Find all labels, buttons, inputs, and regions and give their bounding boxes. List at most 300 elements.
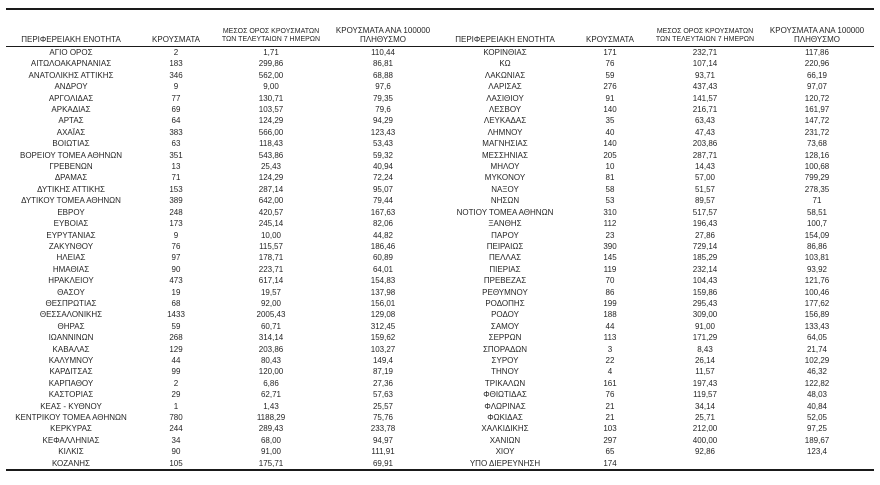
table-row (6, 252, 440, 263)
avg7-cell: 91,00 (694, 321, 716, 331)
header-per100k: ΚΡΟΥΣΜΑΤΑ ΑΝΑ 100000 ΠΛΗΘΥΣΜΟ (760, 10, 874, 47)
cases-cell: 346 (169, 70, 183, 80)
region-cell: ΚΑΒΑΛΑΣ (52, 344, 90, 354)
region-cell: ΦΛΩΡΙΝΑΣ (484, 401, 526, 411)
region-cell: ΦΘΙΩΤΙΔΑΣ (483, 390, 527, 400)
cases-cell: 3 (607, 344, 613, 354)
region-cell: ΠΡΕΒΕΖΑΣ (483, 276, 527, 286)
per100k-cell: 161,97 (804, 105, 830, 115)
avg7-cell: 295,43 (692, 298, 718, 308)
per100k-cell: 100,46 (804, 287, 830, 297)
cases-cell: 113 (603, 333, 617, 343)
avg7-cell: 51,57 (694, 184, 716, 194)
table-row (6, 230, 440, 241)
table-row (6, 161, 440, 172)
cases-cell: 63 (171, 139, 181, 149)
table-row (6, 93, 440, 104)
per100k-cell: 100,68 (804, 162, 830, 172)
per100k-cell: 57,63 (372, 390, 394, 400)
per100k-cell: 799,29 (804, 173, 830, 183)
region-cell: ΑΓΙΟ ΟΡΟΣ (49, 48, 93, 57)
table-row (440, 309, 874, 320)
table-row (440, 127, 874, 138)
region-cell: ΣΑΜΟΥ (490, 321, 520, 331)
table-row (6, 104, 440, 115)
per100k-cell: 44,82 (372, 230, 394, 240)
per100k-cell: 156,89 (804, 310, 830, 320)
per100k-cell: 159,62 (370, 333, 396, 343)
avg7-cell: 729,14 (692, 241, 718, 251)
header-avg7: ΜΕΣΟΣ ΟΡΟΣ ΚΡΟΥΣΜΑΤΩΝ ΤΩΝ ΤΕΛΕΥΤΑΙΩΝ 7 ΗΜΕΡΩΝ (216, 10, 326, 47)
avg7-cell (650, 458, 760, 469)
avg7-cell: 124,29 (258, 116, 284, 126)
cases-cell: 112 (603, 219, 617, 229)
avg7-cell: 93,71 (694, 70, 716, 80)
per100k-cell: 94,97 (372, 435, 394, 445)
avg7-cell: 289,43 (258, 424, 284, 434)
per100k-cell: 278,35 (804, 184, 830, 194)
table-row (440, 184, 874, 195)
cases-cell: 276 (603, 82, 617, 92)
region-cell: ΠΕΙΡΑΙΩΣ (486, 241, 524, 251)
avg7-cell: 63,43 (694, 116, 716, 126)
avg7-cell: 92,00 (260, 298, 282, 308)
per100k-cell: 149,4 (372, 355, 394, 365)
region-cell: ΞΑΝΘΗΣ (488, 219, 522, 229)
region-cell: ΛΗΜΝΟΥ (487, 127, 523, 137)
bottom-border-line (6, 469, 874, 471)
avg7-cell: 9,00 (263, 82, 279, 92)
per100k-cell: 40,94 (372, 162, 394, 172)
table-row (6, 264, 440, 275)
cases-cell: 199 (603, 298, 617, 308)
avg7-cell: 232,71 (692, 48, 718, 57)
cases-table-left (6, 10, 440, 469)
avg7-cell: 400,00 (692, 435, 718, 445)
table-row (440, 58, 874, 69)
per100k-cell: 231,72 (804, 127, 830, 137)
table-row (6, 298, 440, 309)
region-cell: ΜΥΚΟΝΟΥ (484, 173, 526, 183)
region-cell: ΝΟΤΙΟΥ ΤΟΜΕΑ ΑΘΗΝΩΝ (456, 207, 554, 217)
table-row (440, 423, 874, 434)
cases-cell: 35 (605, 116, 615, 126)
avg7-cell: 25,43 (260, 162, 282, 172)
avg7-cell: 68,00 (260, 435, 282, 445)
avg7-cell: 103,57 (258, 105, 284, 115)
avg7-cell: 104,43 (692, 276, 718, 286)
per100k-cell: 123,43 (370, 127, 396, 137)
table-row (6, 389, 440, 400)
header-region: ΠΕΡΙΦΕΡΕΙΑΚΗ ΕΝΟΤΗΤΑ (440, 10, 570, 47)
table-body-right (440, 47, 874, 470)
cases-cell: 173 (169, 219, 183, 229)
region-cell: ΛΑΚΩΝΙΑΣ (484, 70, 526, 80)
per100k-cell: 177,62 (804, 298, 830, 308)
region-cell: ΚΑΡΔΙΤΣΑΣ (49, 367, 93, 377)
avg7-cell: 299,86 (258, 59, 284, 69)
per100k-cell: 220,96 (804, 59, 830, 69)
avg7-cell: 245,14 (258, 219, 284, 229)
table-row (6, 366, 440, 377)
cases-cell: 390 (603, 241, 617, 251)
per100k-cell: 103,81 (804, 253, 830, 263)
per100k-cell: 71 (812, 196, 822, 206)
per100k-cell: 97,6 (375, 82, 391, 92)
table-row (440, 366, 874, 377)
table-row (440, 298, 874, 309)
region-cell: ΧΑΝΙΩΝ (489, 435, 521, 445)
cases-cell: 171 (603, 48, 617, 57)
avg7-cell: 115,57 (259, 241, 283, 251)
table-row (440, 446, 874, 457)
avg7-cell: 517,57 (692, 207, 718, 217)
region-cell: ΘΕΣΠΡΩΤΙΑΣ (45, 298, 97, 308)
region-cell: ΗΡΑΚΛΕΙΟΥ (48, 276, 94, 286)
cases-cell: 248 (169, 207, 183, 217)
region-cell: ΔΥΤΙΚΗΣ ΑΤΤΙΚΗΣ (37, 184, 105, 194)
avg7-cell: 47,43 (694, 127, 716, 137)
cases-cell: 351 (169, 150, 183, 160)
region-cell: ΛΕΣΒΟΥ (488, 105, 522, 115)
cases-cell: 2 (173, 378, 179, 388)
region-cell: ΜΗΛΟΥ (490, 162, 520, 172)
avg7-cell: 14,43 (694, 162, 716, 172)
avg7-cell: 130,71 (258, 93, 284, 103)
per100k-cell: 117,86 (805, 48, 829, 57)
cases-cell: 23 (605, 230, 615, 240)
avg7-cell: 80,43 (260, 355, 282, 365)
per100k-cell: 186,46 (370, 241, 396, 251)
avg7-cell: 118,43 (259, 139, 283, 149)
region-cell: ΚΕΦΑΛΛΗΝΙΑΣ (42, 435, 100, 445)
table-row (440, 252, 874, 263)
per100k-cell: 69,91 (372, 458, 394, 468)
cases-cell: 103 (603, 424, 617, 434)
table-row (440, 47, 874, 59)
per100k-cell: 68,88 (372, 70, 394, 80)
cases-cell: 473 (169, 276, 183, 286)
per100k-cell: 111,91 (371, 447, 395, 457)
avg7-cell: 141,57 (692, 93, 718, 103)
avg7-cell: 203,86 (692, 139, 718, 149)
table-row (6, 70, 440, 81)
table-row (6, 344, 440, 355)
table-row (6, 378, 440, 389)
cases-cell: 97 (171, 253, 181, 263)
cases-cell: 64 (171, 116, 181, 126)
region-cell: ΗΜΑΘΙΑΣ (52, 264, 90, 274)
region-cell: ΚΩ (499, 59, 511, 69)
header-region: ΠΕΡΙΦΕΡΕΙΑΚΗ ΕΝΟΤΗΤΑ (6, 10, 136, 47)
region-cell: ΠΕΛΛΑΣ (488, 253, 522, 263)
region-cell: ΑΝΔΡΟΥ (54, 82, 88, 92)
avg7-cell: 120,00 (258, 367, 284, 377)
avg7-cell: 314,14 (258, 333, 284, 343)
per100k-cell: 82,06 (372, 219, 394, 229)
avg7-cell: 1,71 (263, 48, 279, 57)
avg7-cell: 420,57 (258, 207, 284, 217)
avg7-cell: 159,86 (692, 287, 718, 297)
per100k-cell: 97,25 (806, 424, 828, 434)
table-row (440, 81, 874, 92)
avg7-cell: 437,43 (692, 82, 718, 92)
per100k-cell: 75,76 (372, 413, 394, 422)
table-row (440, 93, 874, 104)
table-row (6, 184, 440, 195)
region-cell: ΚΟΡΙΝΘΙΑΣ (483, 48, 527, 57)
avg7-cell: 8,43 (697, 344, 713, 354)
cases-cell: 205 (603, 150, 617, 160)
table-row (440, 161, 874, 172)
cases-cell: 65 (605, 447, 615, 457)
header-avg7: ΜΕΣΟΣ ΟΡΟΣ ΚΡΟΥΣΜΑΤΩΝ ΤΩΝ ΤΕΛΕΥΤΑΙΩΝ 7 ΗΜΕΡΩΝ (650, 10, 760, 47)
table-row (6, 150, 440, 161)
cases-cell: 4 (607, 367, 613, 377)
table-halves (6, 10, 874, 469)
table-row (6, 195, 440, 206)
cases-cell: 59 (605, 70, 615, 80)
cases-cell: 9 (173, 82, 179, 92)
per100k-cell: 122,82 (804, 378, 830, 388)
cases-cell: 21 (605, 401, 615, 411)
region-cell: ΒΟΡΕΙΟΥ ΤΟΜΕΑ ΑΘΗΝΩΝ (19, 150, 123, 160)
per100k-cell: 58,51 (806, 207, 828, 217)
region-cell: ΑΡΤΑΣ (58, 116, 84, 126)
table-row (6, 47, 440, 59)
table-row (6, 355, 440, 366)
per100k-cell: 59,32 (372, 150, 394, 160)
per100k-cell: 86,86 (806, 241, 828, 251)
cases-cell: 244 (169, 424, 183, 434)
table-row (440, 332, 874, 343)
avg7-cell: 617,14 (258, 276, 284, 286)
cases-cell: 76 (605, 59, 615, 69)
table-row (440, 195, 874, 206)
cases-cell: 21 (605, 413, 615, 422)
region-cell: ΑΧΑΪΑΣ (56, 127, 86, 137)
avg7-cell: 10,00 (260, 230, 282, 240)
region-cell: ΓΡΕΒΕΝΩΝ (49, 162, 93, 172)
per100k-cell: 48,03 (806, 390, 828, 400)
per100k-cell (760, 458, 874, 469)
per100k-cell: 110,44 (371, 48, 395, 57)
regional-cases-report (6, 8, 874, 471)
table-row (440, 104, 874, 115)
table-row (440, 401, 874, 412)
cases-cell: 297 (603, 435, 617, 445)
table-row (6, 58, 440, 69)
region-cell: ΚΑΣΤΟΡΙΑΣ (48, 390, 94, 400)
avg7-cell: 543,86 (258, 150, 284, 160)
table-row (440, 138, 874, 149)
cases-cell: 140 (603, 139, 617, 149)
region-cell: ΛΑΡΙΣΑΣ (488, 82, 522, 92)
region-cell: ΚΟΖΑΝΗΣ (51, 458, 91, 468)
cases-cell: 77 (171, 93, 181, 103)
per100k-cell: 66,19 (806, 70, 828, 80)
region-cell: ΠΙΕΡΙΑΣ (489, 264, 521, 274)
cases-cell: 58 (605, 184, 615, 194)
per100k-cell: 100,7 (806, 219, 828, 229)
per100k-cell: 129,08 (370, 310, 396, 320)
region-cell: ΑΡΚΑΔΙΑΣ (51, 105, 91, 115)
region-cell: ΚΕΝΤΡΙΚΟΥ ΤΟΜΕΑ ΑΘΗΝΩΝ (15, 413, 127, 422)
cases-cell: 780 (169, 413, 183, 422)
region-cell: ΜΑΓΝΗΣΙΑΣ (482, 139, 528, 149)
region-cell: ΤΡΙΚΑΛΩΝ (484, 378, 526, 388)
avg7-cell: 2005,43 (256, 310, 286, 320)
table-row (440, 355, 874, 366)
cases-cell: 81 (605, 173, 615, 183)
avg7-cell: 562,00 (258, 70, 284, 80)
avg7-cell: 11,57 (695, 367, 715, 377)
per100k-cell: 46,32 (806, 367, 828, 377)
region-cell: ΝΗΣΩΝ (490, 196, 520, 206)
cases-cell: 10 (605, 162, 615, 172)
cases-cell: 119 (603, 264, 617, 274)
region-cell: ΣΥΡΟΥ (491, 355, 519, 365)
header-per100k: ΚΡΟΥΣΜΑΤΑ ΑΝΑ 100000 ΠΛΗΘΥΣΜΟ (326, 10, 440, 47)
per100k-cell: 120,72 (804, 93, 830, 103)
per100k-cell: 189,67 (804, 435, 830, 445)
table-row (6, 207, 440, 218)
avg7-cell: 203,86 (258, 344, 284, 354)
avg7-cell: 309,00 (692, 310, 718, 320)
table-body-left (6, 47, 440, 470)
table-row (6, 138, 440, 149)
avg7-cell: 212,00 (692, 424, 718, 434)
avg7-cell: 124,29 (258, 173, 284, 183)
per100k-cell: 21,74 (806, 344, 828, 354)
table-row (6, 435, 440, 446)
cases-cell: 22 (605, 355, 615, 365)
region-cell: ΥΠΟ ΔΙΕΡΕΥΝΗΣΗ (469, 458, 541, 468)
region-cell: ΠΑΡΟΥ (491, 230, 519, 240)
region-cell: ΦΩΚΙΔΑΣ (487, 413, 523, 422)
table-row (6, 81, 440, 92)
per100k-cell: 154,09 (804, 230, 830, 240)
avg7-cell: 566,00 (258, 127, 284, 137)
cases-cell: 174 (603, 458, 617, 468)
avg7-cell: 91,00 (260, 447, 282, 457)
avg7-cell: 287,14 (258, 184, 284, 194)
region-cell: ΒΟΙΩΤΙΑΣ (52, 139, 90, 149)
table-row (6, 287, 440, 298)
table-row (6, 309, 440, 320)
table-row (440, 115, 874, 126)
region-cell: ΛΑΣΙΘΙΟΥ (486, 93, 524, 103)
per100k-cell: 79,44 (372, 196, 394, 206)
region-cell: ΘΑΣΟΥ (57, 287, 85, 297)
cases-cell: 53 (605, 196, 615, 206)
avg7-cell: 26,14 (694, 355, 716, 365)
cases-cell: 76 (171, 241, 181, 251)
cases-cell: 19 (171, 287, 181, 297)
avg7-cell: 178,71 (258, 253, 284, 263)
cases-cell: 44 (171, 355, 181, 365)
cases-cell: 13 (171, 162, 181, 172)
cases-cell: 71 (171, 173, 181, 183)
avg7-cell: 175,71 (258, 458, 284, 468)
table-row (440, 321, 874, 332)
avg7-cell: 19,57 (260, 287, 282, 297)
region-cell: ΜΕΣΣΗΝΙΑΣ (482, 150, 528, 160)
per100k-cell: 53,43 (372, 139, 394, 149)
table-row (6, 412, 440, 423)
per100k-cell: 94,29 (372, 116, 394, 126)
per100k-cell: 95,07 (372, 184, 394, 194)
region-cell: ΖΑΚΥΝΘΟΥ (48, 241, 94, 251)
avg7-cell: 196,43 (692, 219, 718, 229)
per100k-cell: 27,36 (372, 378, 394, 388)
per100k-cell: 156,01 (370, 298, 396, 308)
table-row (6, 241, 440, 252)
per100k-cell: 60,89 (372, 253, 394, 263)
table-row (6, 172, 440, 183)
region-cell: ΔΡΑΜΑΣ (54, 173, 88, 183)
avg7-cell: 185,29 (692, 253, 718, 263)
per100k-cell: 87,19 (372, 367, 394, 377)
table-row (440, 458, 874, 469)
cases-cell: 91 (605, 93, 615, 103)
avg7-cell: 642,00 (258, 196, 284, 206)
per100k-cell: 147,72 (804, 116, 830, 126)
table-header-right (440, 10, 874, 47)
avg7-cell: 1188,29 (256, 413, 286, 422)
cases-cell: 59 (171, 321, 181, 331)
table-row (6, 423, 440, 434)
cases-cell: 188 (603, 310, 617, 320)
avg7-cell: 1,43 (263, 401, 279, 411)
cases-cell: 99 (171, 367, 181, 377)
cases-cell: 90 (171, 447, 181, 457)
per100k-cell: 52,05 (806, 413, 828, 422)
region-cell: ΑΙΤΩΛΟΑΚΑΡΝΑΝΙΑΣ (30, 59, 112, 69)
per100k-cell: 72,24 (372, 173, 394, 183)
avg7-cell: 197,43 (692, 378, 718, 388)
table-row (440, 344, 874, 355)
region-cell: ΘΗΡΑΣ (57, 321, 85, 331)
cases-cell: 1433 (167, 310, 185, 320)
region-cell: ΧΙΟΥ (495, 447, 515, 457)
avg7-cell: 60,71 (260, 321, 282, 331)
region-cell: ΧΑΛΚΙΔΙΚΗΣ (481, 424, 529, 434)
cases-table-right (440, 10, 874, 469)
region-cell: ΣΠΟΡΑΔΩΝ (482, 344, 528, 354)
avg7-cell: 223,71 (258, 264, 284, 274)
avg7-cell: 92,86 (694, 447, 716, 457)
region-cell: ΗΛΕΙΑΣ (56, 253, 86, 263)
avg7-cell: 171,29 (692, 333, 718, 343)
cases-cell: 86 (605, 287, 615, 297)
cases-cell: 69 (171, 105, 181, 115)
cases-cell: 40 (605, 127, 615, 137)
cases-cell: 153 (169, 184, 183, 194)
cases-cell: 389 (169, 196, 183, 206)
cases-cell: 268 (169, 333, 183, 343)
table-header-left (6, 10, 440, 47)
table-row (6, 115, 440, 126)
per100k-cell: 102,29 (804, 355, 830, 365)
per100k-cell: 133,43 (804, 321, 830, 331)
table-row (440, 435, 874, 446)
table-row (6, 332, 440, 343)
avg7-cell: 119,57 (693, 390, 717, 400)
table-row (440, 218, 874, 229)
region-cell: ΡΟΔΟΠΗΣ (485, 298, 525, 308)
region-cell: ΚΑΛΥΜΝΟΥ (48, 355, 94, 365)
